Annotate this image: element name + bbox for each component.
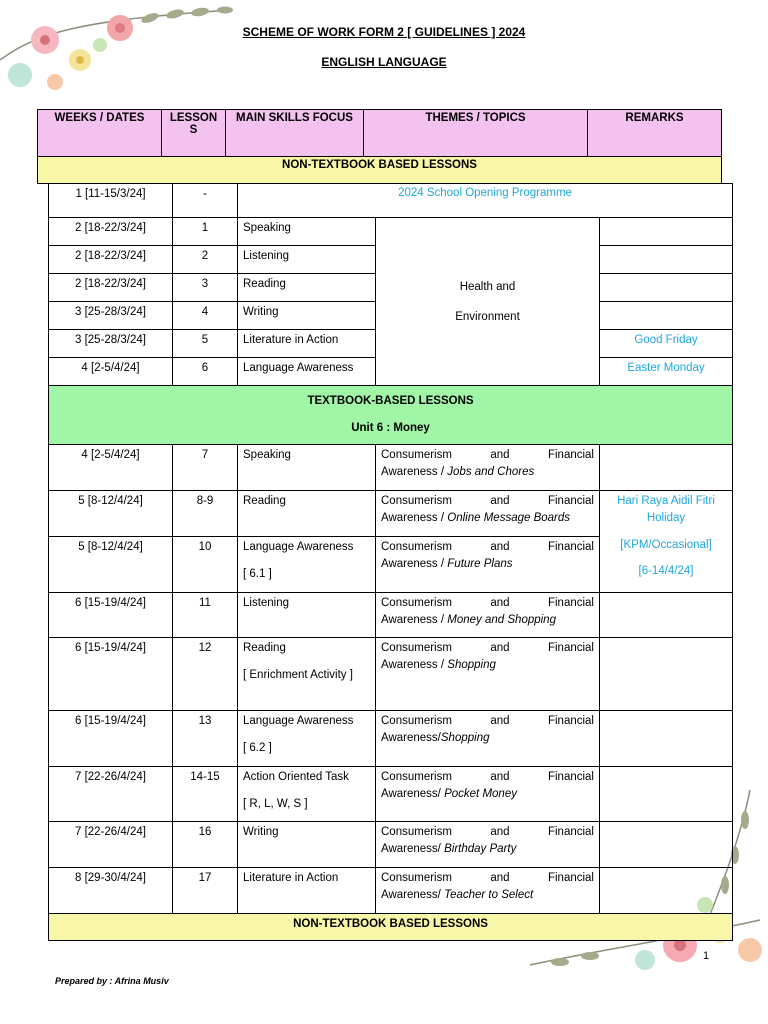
skill-sub-label: [ Enrichment Activity ] xyxy=(243,669,353,681)
skill-cell: Speaking xyxy=(238,218,376,246)
table-row xyxy=(49,491,733,537)
table-row xyxy=(49,184,733,218)
header-table xyxy=(37,109,722,184)
lesson-cell: 3 xyxy=(173,274,238,302)
theme-cell xyxy=(376,711,600,767)
skill-label: Action Oriented Task xyxy=(243,771,349,783)
theme-line: Consumerism and Financial xyxy=(381,597,594,609)
skill-cell: Literature in Action xyxy=(238,330,376,358)
table-row xyxy=(49,638,733,711)
holiday-name: Hari Raya Aidil Fitri Holiday xyxy=(617,495,715,524)
remark-cell xyxy=(600,767,733,822)
theme-line: Consumerism and Financial xyxy=(381,495,594,507)
document-subtitle: ENGLISH LANGUAGE xyxy=(321,55,447,69)
textbook-banner-row xyxy=(49,386,733,445)
lesson-cell: 6 xyxy=(173,358,238,386)
theme-cell xyxy=(376,638,600,711)
week-cell: 4 [2-5/4/24] xyxy=(49,445,173,491)
week-cell: 5 [8-12/4/24] xyxy=(49,537,173,593)
theme-line: Consumerism and Financial xyxy=(381,642,594,654)
lesson-cell: 8-9 xyxy=(173,491,238,537)
health-theme-line1: Health and xyxy=(459,280,516,293)
theme-cell xyxy=(376,537,600,593)
week-cell: 3 [25-28/3/24] xyxy=(49,330,173,358)
table-row xyxy=(49,822,733,868)
bottom-non-textbook-banner: NON-TEXTBOOK BASED LESSONS xyxy=(49,914,733,941)
table-row xyxy=(49,218,733,246)
lesson-cell: 16 xyxy=(173,822,238,868)
health-theme-line2: Environment xyxy=(455,310,520,323)
textbook-banner xyxy=(49,386,733,445)
remark-cell xyxy=(600,711,733,767)
theme-line: Awareness / xyxy=(381,659,445,671)
table-row xyxy=(49,767,733,822)
theme-line: Awareness/ xyxy=(381,732,441,744)
bottom-banner-row xyxy=(49,914,733,941)
theme-line: Awareness / xyxy=(381,558,445,570)
lesson-cell: 13 xyxy=(173,711,238,767)
skill-label: Writing xyxy=(243,826,279,838)
document-title: SCHEME OF WORK FORM 2 [ GUIDELINES ] 2024 xyxy=(242,25,526,39)
header-skills: MAIN SKILLS FOCUS xyxy=(226,110,364,157)
remark-cell xyxy=(600,302,733,330)
table-row xyxy=(49,868,733,914)
skill-cell xyxy=(238,711,376,767)
opening-programme: 2024 School Opening Programme xyxy=(238,184,733,218)
theme-line: Consumerism and Financial xyxy=(381,449,594,461)
remark-easter-monday: Easter Monday xyxy=(600,358,733,386)
lesson-cell: 14-15 xyxy=(173,767,238,822)
skill-cell: Language Awareness xyxy=(238,358,376,386)
lesson-cell: - xyxy=(173,184,238,218)
week-cell: 6 [15-19/4/24] xyxy=(49,593,173,638)
skill-sub-label: [ 6.1 ] xyxy=(243,568,272,580)
table-row xyxy=(49,445,733,491)
lesson-cell: 12 xyxy=(173,638,238,711)
skill-label: Literature in Action xyxy=(243,872,339,884)
skill-cell xyxy=(238,767,376,822)
theme-cell xyxy=(376,445,600,491)
non-textbook-banner: NON-TEXTBOOK BASED LESSONS xyxy=(38,156,722,183)
remark-cell xyxy=(600,868,733,914)
topic-label: Jobs and Chores xyxy=(447,466,535,478)
skill-cell xyxy=(238,868,376,914)
skill-sub-label: [ R, L, W, S ] xyxy=(243,798,308,810)
skill-cell xyxy=(238,445,376,491)
theme-line: Awareness/ xyxy=(381,843,441,855)
theme-line: Consumerism and Financial xyxy=(381,541,594,553)
skill-label: Language Awareness xyxy=(243,715,354,727)
skill-label: Reading xyxy=(243,495,286,507)
lesson-cell: 1 xyxy=(173,218,238,246)
week-cell: 6 [15-19/4/24] xyxy=(49,638,173,711)
header-themes: THEMES / TOPICS xyxy=(364,110,588,157)
week-cell: 4 [2-5/4/24] xyxy=(49,358,173,386)
remark-cell xyxy=(600,274,733,302)
theme-line: Consumerism and Financial xyxy=(381,715,594,727)
theme-line: Awareness/ xyxy=(381,889,441,901)
skill-label: Language Awareness xyxy=(243,541,354,553)
theme-line: Awareness / xyxy=(381,614,445,626)
remark-cell xyxy=(600,822,733,868)
week-cell: 3 [25-28/3/24] xyxy=(49,302,173,330)
header-weeks: WEEKS / DATES xyxy=(38,110,162,157)
lesson-cell: 2 xyxy=(173,246,238,274)
topic-label: Shopping xyxy=(440,732,490,744)
topic-label: Shopping xyxy=(447,659,496,671)
lesson-cell: 5 xyxy=(173,330,238,358)
theme-line: Consumerism and Financial xyxy=(381,872,594,884)
week-cell: 7 [22-26/4/24] xyxy=(49,767,173,822)
week-cell: 1 [11-15/3/24] xyxy=(49,184,173,218)
textbook-banner-title: TEXTBOOK-BASED LESSONS xyxy=(307,395,474,407)
remark-good-friday: Good Friday xyxy=(600,330,733,358)
theme-line: Awareness/ xyxy=(381,788,441,800)
topic-label: Teacher to Select xyxy=(444,889,534,901)
skill-cell: Reading xyxy=(238,274,376,302)
week-cell: 8 [29-30/4/24] xyxy=(49,868,173,914)
skill-label: Listening xyxy=(243,597,290,609)
theme-cell xyxy=(376,593,600,638)
remark-holiday xyxy=(600,491,733,593)
lesson-cell: 11 xyxy=(173,593,238,638)
table-row xyxy=(49,711,733,767)
topic-label: Money and Shopping xyxy=(447,614,556,626)
skill-label: Speaking xyxy=(243,449,291,461)
remark-cell xyxy=(600,246,733,274)
scheme-table xyxy=(48,183,733,941)
theme-line: Consumerism and Financial xyxy=(381,771,594,783)
header-lessons: LESSON S xyxy=(162,110,226,157)
lesson-cell: 17 xyxy=(173,868,238,914)
skill-label: Reading xyxy=(243,642,286,654)
topic-label: Online Message Boards xyxy=(447,512,571,524)
skill-cell: Listening xyxy=(238,246,376,274)
remark-cell xyxy=(600,445,733,491)
skill-cell xyxy=(238,491,376,537)
skill-cell xyxy=(238,593,376,638)
page-number: 1 xyxy=(703,950,710,962)
week-cell: 2 [18-22/3/24] xyxy=(49,274,173,302)
lesson-cell: 7 xyxy=(173,445,238,491)
remark-cell xyxy=(600,218,733,246)
health-environment-theme xyxy=(376,218,600,386)
week-cell: 5 [8-12/4/24] xyxy=(49,491,173,537)
skill-cell xyxy=(238,537,376,593)
holiday-dates: [6-14/4/24] xyxy=(638,565,694,577)
skill-cell xyxy=(238,822,376,868)
week-cell: 7 [22-26/4/24] xyxy=(49,822,173,868)
topic-label: Future Plans xyxy=(447,558,513,570)
remark-cell xyxy=(600,638,733,711)
lesson-cell: 4 xyxy=(173,302,238,330)
theme-cell xyxy=(376,767,600,822)
theme-line: Consumerism and Financial xyxy=(381,826,594,838)
theme-line: Awareness / xyxy=(381,512,445,524)
remark-cell xyxy=(600,593,733,638)
skill-sub-label: [ 6.2 ] xyxy=(243,742,272,754)
skill-cell: Writing xyxy=(238,302,376,330)
table-row xyxy=(49,593,733,638)
holiday-type: [KPM/Occasional] xyxy=(620,539,712,551)
topic-label: Pocket Money xyxy=(444,788,517,800)
week-cell: 6 [15-19/4/24] xyxy=(49,711,173,767)
lesson-cell: 10 xyxy=(173,537,238,593)
theme-line: Awareness / xyxy=(381,466,445,478)
skill-cell xyxy=(238,638,376,711)
week-cell: 2 [18-22/3/24] xyxy=(49,218,173,246)
prepared-by: Prepared by : Afrina Musiv xyxy=(55,976,169,986)
week-cell: 2 [18-22/3/24] xyxy=(49,246,173,274)
topic-label: Birthday Party xyxy=(444,843,517,855)
theme-cell xyxy=(376,868,600,914)
header-remarks: REMARKS xyxy=(588,110,722,157)
unit-title: Unit 6 : Money xyxy=(351,422,430,434)
theme-cell xyxy=(376,491,600,537)
theme-cell xyxy=(376,822,600,868)
